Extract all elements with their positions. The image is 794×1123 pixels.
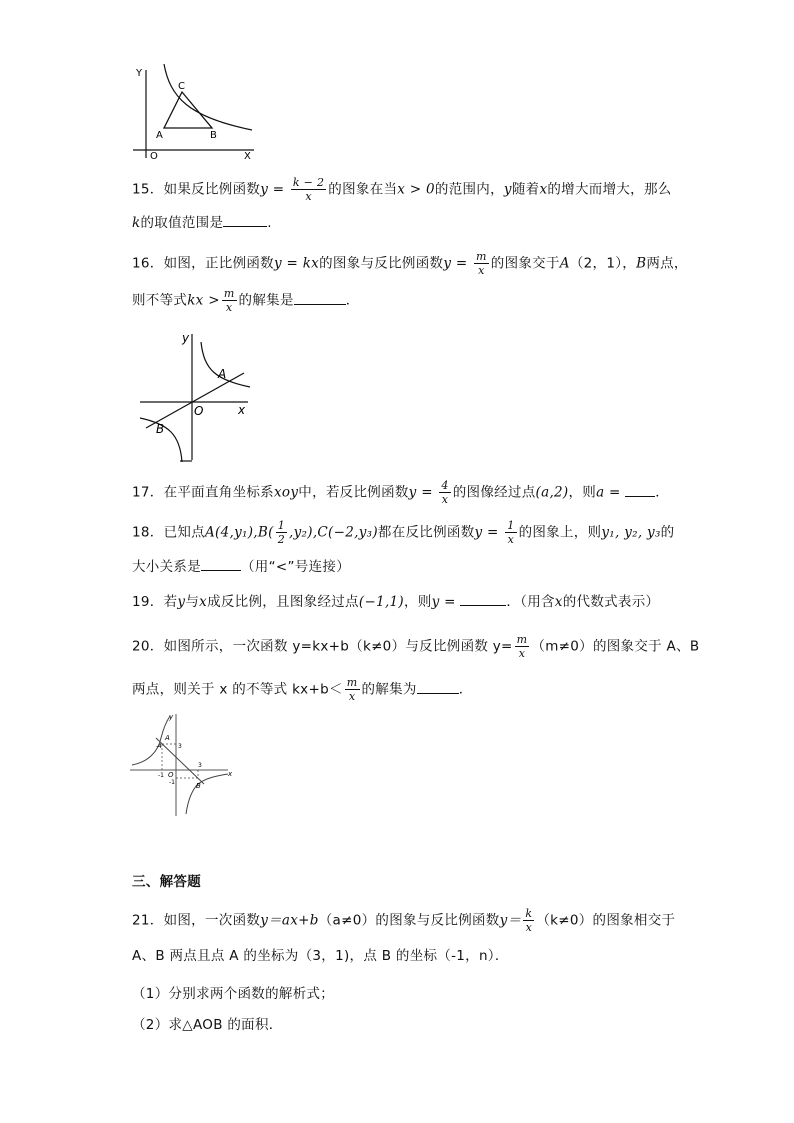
q20-post: （m≠0）的图象交于 A、B <box>531 638 700 655</box>
fig1-b-label: B <box>210 130 217 141</box>
q19-answer-blank[interactable] <box>460 591 506 606</box>
question-21-line-2: A、B 两点且点 A 的坐标为（3，1)，点 B 的坐标（-1，n）． <box>132 948 509 964</box>
q21-f1: y＝ax+b <box>260 912 319 929</box>
q15-num: k − 2 <box>292 176 325 189</box>
q16-line2b: 的解集是 <box>238 292 294 309</box>
q21-c1: （a≠0）的图象与反比例函数 <box>318 912 500 929</box>
q16-num: m <box>476 250 487 263</box>
question-17 <box>132 479 669 506</box>
q16-fraction-2 <box>222 287 237 314</box>
q17-num: 4 <box>441 479 449 492</box>
fig3-minus1-yaxis-label: -1 <box>169 779 175 786</box>
q21-den: x <box>525 921 533 934</box>
q15-eq: = <box>268 181 289 198</box>
fig2-origin-label: O <box>194 404 204 418</box>
q18-den: 2 <box>277 533 285 546</box>
q21-text: 21．如图，一次函数 <box>132 912 261 929</box>
question-20-line-1 <box>132 633 699 660</box>
q20-fraction-2 <box>345 676 360 703</box>
q18-text: 18．已知点 <box>132 524 205 541</box>
q17-mid2: 的图像经过点 <box>452 484 536 501</box>
q18-num: 1 <box>277 519 285 532</box>
q18-fnum: 1 <box>507 519 515 532</box>
q17-fraction <box>439 479 450 506</box>
question-15-line-2 <box>132 212 272 233</box>
q16-answer-blank[interactable] <box>294 290 346 305</box>
q20-text: 20．如图所示，一次函数 y=kx+b（k≠0）与反比例函数 y= <box>132 638 513 655</box>
q19-text: 19．若 <box>132 594 178 610</box>
q18-a: A(4,y₁),B <box>204 524 269 541</box>
q18-c: ,C(−2,y₃) <box>312 524 378 541</box>
question-21-part-1: （1）分别求两个函数的解析式； <box>132 986 335 1002</box>
question-18-line-2 <box>132 556 350 577</box>
q20-num: m <box>516 633 528 646</box>
q15-xv: x <box>539 181 548 198</box>
fig2-y-label: y <box>182 331 190 345</box>
q15-den: x <box>305 190 312 203</box>
q18-post: 的 <box>660 524 675 541</box>
q20-line2: 两点，则关于 x 的不等式 kx+b＜ <box>132 681 343 698</box>
fig3-a-label: A <box>165 734 170 742</box>
fig1-origin-label: O <box>150 151 158 162</box>
q16-line2: 则不等式 <box>132 292 188 309</box>
q17-mid: 中，若反比例函数 <box>298 484 409 501</box>
fig2-a-label: A <box>218 367 227 381</box>
q18-fden: x <box>507 533 515 546</box>
q19-post: ．（用含 <box>506 594 555 610</box>
q17-xoy: xoy <box>273 484 299 501</box>
q16-f2: y = <box>443 255 473 272</box>
q16-fraction <box>474 250 489 277</box>
q17-f: y = <box>408 484 438 501</box>
q17-answer-blank[interactable] <box>625 482 655 497</box>
fig3-3-xaxis-label: 3 <box>198 762 202 769</box>
question-16-line-2 <box>132 287 360 314</box>
q16-num2: m <box>223 287 235 300</box>
q21-fraction <box>523 907 534 934</box>
q20-den: x <box>518 647 526 660</box>
q19-mid: 与 <box>185 594 200 610</box>
q18-bt: ,y₂ <box>289 524 308 541</box>
q16-post: 两点， <box>646 255 688 272</box>
q21-num: k <box>525 907 533 920</box>
fig3-y-label: y <box>169 713 174 721</box>
section-title: 三、解答题 <box>132 874 201 890</box>
question-21-line-1 <box>132 907 675 934</box>
q16-text: 16．如图，正比例函数 <box>132 255 274 272</box>
q20-end: ． <box>458 681 473 698</box>
q18-fraction-b <box>276 519 287 546</box>
q16-end: ． <box>345 292 360 309</box>
q16-pt: （2，1）， <box>569 255 637 272</box>
q18-f: y = <box>474 524 504 541</box>
q18-fraction-f <box>505 519 516 546</box>
fig2-x-label: x <box>238 403 246 417</box>
q15-mid3: 随着 <box>511 181 540 198</box>
q17-end: ． <box>655 484 670 501</box>
q16-a: A <box>559 255 570 272</box>
q20-answer-blank[interactable] <box>417 679 459 694</box>
fig1-a-label: A <box>156 130 163 141</box>
q19-post2: 的代数式表示） <box>562 594 660 610</box>
q17-mid3: ，则 <box>568 484 597 501</box>
q18-line2b: （用“<”号连接） <box>241 559 350 575</box>
fig3-origin-label: O <box>168 771 174 779</box>
q16-den2: x <box>225 301 233 314</box>
q17-text: 17．在平面直角坐标系 <box>132 484 274 501</box>
q15-end: . <box>267 215 272 231</box>
question-15-line-1 <box>132 176 672 203</box>
q19-eq: = <box>439 594 461 610</box>
fig3-x-label: x <box>228 770 233 778</box>
q16-mid: 的图象与反比例函数 <box>319 255 444 272</box>
figure-line-hyperbola-intersection <box>138 330 256 465</box>
q20-line2b: 的解集为 <box>361 681 417 698</box>
q18-mid: 都在反比例函数 <box>377 524 475 541</box>
fig3-3-label: 3 <box>178 743 182 750</box>
q20-num2: m <box>346 676 358 689</box>
q17-pt: (a,2) <box>535 484 569 501</box>
question-20-line-2 <box>132 676 473 703</box>
q15-y: y <box>260 181 269 198</box>
q16-f1: y = kx <box>273 255 320 272</box>
question-18-line-1: 18．已知点A(4,y₁),B( $\frac{1}{2}$ ,y₂),C(−2,y₃)都在反比例函数y = $\frac{1}{x}$ 的图象上，则y₁, y₂, y₃的 <box>132 519 675 546</box>
question-16-line-1 <box>132 250 688 277</box>
q15-mid: 的图象在当 <box>328 181 398 198</box>
q17-den: x <box>441 493 449 506</box>
q15-line2: 的取值范围是 <box>140 215 224 231</box>
q15-cond: x > 0 <box>397 181 435 198</box>
q19-mid3: ，则 <box>404 594 432 610</box>
q16-ineq: kx > <box>187 292 220 309</box>
q15-post: 的增大而增大，那么 <box>547 181 672 198</box>
figure-triangle-hyperbola <box>128 62 260 162</box>
question-21-part-2: （2）求△AOB 的面积． <box>132 1017 283 1033</box>
question-19 <box>132 591 659 612</box>
q15-k: k <box>132 215 141 231</box>
fig3-minus1-label: -1 <box>158 772 164 779</box>
fig2-b-label: B <box>156 422 165 436</box>
fig1-y-label: Y <box>136 68 143 79</box>
q15-mid2: 的范围内， <box>434 181 504 198</box>
q18-ys: y₁, y₂, y₃ <box>601 524 661 541</box>
fig3-b-label: B <box>196 782 201 790</box>
q20-fraction <box>515 633 530 660</box>
q19-x2: x <box>554 594 563 610</box>
q19-x: x <box>199 594 208 610</box>
q16-den: x <box>478 264 485 277</box>
q15-text: 15．如果反比例函数 <box>132 181 261 198</box>
q21-c2: （k≠0）的图象相交于 <box>536 912 676 929</box>
figure-linear-inverse-intersection <box>128 710 236 820</box>
q15-yv: y <box>503 181 512 198</box>
q18-answer-blank[interactable] <box>201 556 241 571</box>
fig1-x-label: X <box>244 151 251 162</box>
q15-fraction <box>291 176 326 203</box>
q16-mid2: 的图象交于 <box>490 255 560 272</box>
q16-b: B <box>636 255 647 272</box>
q18-line2: 大小关系是 <box>132 559 201 575</box>
q17-a: a <box>596 484 605 501</box>
q19-pt: (−1,1) <box>358 594 404 610</box>
q19-y2: y <box>431 594 440 610</box>
fig1-c-label: C <box>178 81 185 92</box>
fig3-minus4-label: -4 <box>156 743 162 750</box>
q19-y: y <box>177 594 186 610</box>
q19-mid2: 成反比例，且图象经过点 <box>207 594 359 610</box>
q15-answer-blank[interactable] <box>223 212 267 227</box>
q21-f2: y＝ <box>499 912 522 929</box>
q17-eq: = <box>604 484 626 501</box>
q18-mid2: 的图象上，则 <box>518 524 602 541</box>
q20-den2: x <box>348 690 356 703</box>
